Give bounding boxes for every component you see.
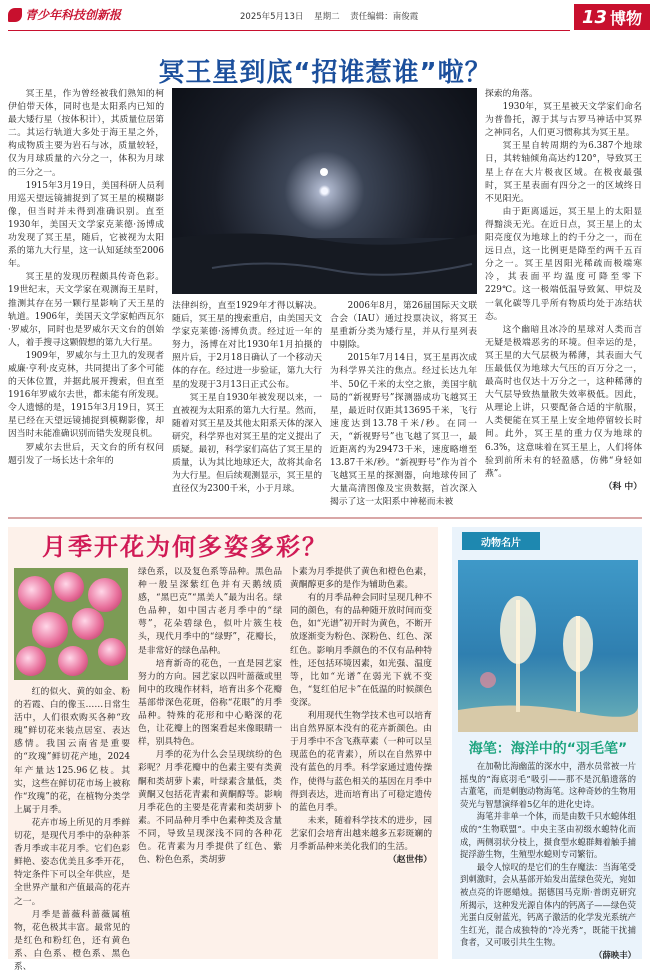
sea-pen-photo — [458, 560, 638, 732]
paragraph: 冥王星自转周期约为6.387个地球日，其转轴倾角高达约120°，导致冥王星上存在大片极夜区域。在极夜最强时，冥王星表面有四分之一的区域终日不见阳光。 — [485, 141, 642, 204]
paragraph: 1915年3月19日，美国科研人员利用巡天望远镜捕捉到了冥王星的模糊影像，但当时并未得到准确识别。直至1930年，美国天文学家克莱德·汤博成功发现了冥王星，随后，它被视为太阳系的第九大行星，这一认知延续至2006年。 — [8, 180, 164, 270]
article2-title: 月季开花为何多姿多彩？ — [42, 533, 328, 561]
paragraph: 绿色系，以及复色系等品种。黑色品种一般呈深紫红色并有天鹅绒质感，“黑巴克”“黑美人”最为出名。绿色品种，如中国古老月季中的“绿萼”，花朵碧绿色，似叶片簇生枝头，现代月季中的“绿野”，花瓣长，是非常好的绿色品种。 — [138, 567, 282, 656]
rose-flower — [32, 612, 68, 648]
sea-pen-left — [500, 596, 536, 712]
article1-title: 冥王星到底“招谁惹谁”啦？ — [158, 58, 492, 88]
paragraph: 这个幽暗且冰冷的星球对人类而言无疑是极端恶劣的环境。但幸运的是，冥王星的大气层极为稀薄，其表面大气压最低仅为地球大气压的百万分之一，最高时也仅达十万分之一，这种稀薄的大气层导致热量散失效率极低。因此，从理论上讲，只要配备合适的宇航服，人类便能在冥王星上安全地停留较长时间。此外，冥王星的重力仅为地球的6.3%，这意味着在冥王星上，人们将体验到前所未有的轻盈感，仿佛“身轻如燕”。 — [485, 324, 642, 479]
rose-flower — [18, 576, 52, 610]
page-section-box — [574, 4, 650, 30]
paragraph: 探索的角落。 — [485, 89, 538, 99]
article2-col3 — [290, 566, 432, 956]
paragraph: 在加勒比海幽蓝的深水中，潜水员常被一片摇曳的“海底羽毛”吸引——那不是沉船遗落的古董笔，而是刺胞动物海笔。这种奇妙的生物用荧光与智慧演绎着5亿年的进化史诗。 — [460, 761, 636, 809]
paragraph: 1930年，冥王星被天文学家们命名为普鲁托，源于其与古罗马神话中冥界之神同名，人们更习惯称其为冥王星。 — [485, 102, 642, 139]
paragraph: 未来，随着科学技术的进步，园艺家们会培育出越来越多五彩斑斓的月季新品种来美化我们的生活。 — [290, 815, 432, 852]
animal-card-tag: 动物名片 — [462, 532, 540, 550]
rose-flower — [88, 578, 122, 612]
paragraph: 月季的花为什么会呈现缤纷的色彩呢？月季花瓣中的色素主要有类黄酮和类胡萝卜素，叶绿素含量低，类黄酮又包括花青素和黄酮醇等。影响月季花色的主要是花青素和类胡萝卜素。不同品种月季中色素种类及含量不同，导致呈现深浅不同的各种花色。花青素为月季提供了红色、紫色、粉色色系，类胡萝 — [138, 750, 282, 866]
article3-body — [460, 760, 636, 960]
paragraph: 冥王星，作为曾经被我们熟知的柯伊伯带天体，同时也是太阳系内已知的最大矮行星（按体积计），其质量位居第二。其运行轨道大多处于海王星之外，构成物质主要为岩石与冰，质量较轻，仅为月球质量的六分之一，体积为月球的三分之一。 — [8, 89, 164, 178]
article2-col1 — [14, 686, 130, 972]
article3-title: 海笔：海洋中的“羽毛笔” — [468, 741, 628, 757]
article1-col3 — [330, 300, 477, 508]
seabed — [458, 705, 638, 732]
newspaper-logo — [8, 6, 121, 23]
paragraph: 培育新奇的花色，一直是园艺家努力的方向。园艺家以四叶蔷薇或里间中的玫瑰作材料，培育出多个花瓣基部带深色花斑，俗称“花眼”的月季品种。特殊的花形和中心略深的花色，让花瓣上的图案看起来像眼睛一样，别具特色。 — [138, 658, 282, 748]
paragraph: 1909年，罗威尔与土卫九的发现者威廉·亨利·皮克林，共同提出了多个可能的天体位置，并据此展开搜索，但直至1916年罗威尔去世，都未能有所发现。令人遗憾的是，1915年3月19日，冥王星已经在天望远镜捕捉到模糊影像，却因当时未能准确识别而错失发现良机。 — [8, 350, 164, 440]
issue-weekday: 星期二 — [314, 12, 340, 22]
sea-pen-illustration — [458, 560, 638, 732]
rose-flower — [58, 646, 88, 676]
rose-flower — [72, 608, 104, 640]
page-editor: 责任编辑：南俊霞 — [350, 12, 419, 22]
paragraph: 最令人惊叹的是它们的生存魔法：当海笔受到刺激时，会从基部开始发出蓝绿色荧光，宛如被点亮的许愿蜡烛。据德国马克斯·普朗克研究所揭示，这种发光源自体内的钙离子——绿色荧光蛋白反射蓝光，钙离子激活的化学发光系统产生红光，混合成独特的“冷光秀”，既能干扰捕食者，又可吸引共生生物。 — [460, 861, 636, 948]
paragraph: 由于距离遥远，冥王星上的太阳显得黯淡无光。在近日点，冥王星上的太阳亮度仅为地球上的约千分之一，而在远日点，这一比例更是降至约两千五百分之一。冥王星因阳光稀疏而极端寒冷，其表面平均温度可降至零下229℃。这一极端低温导致氮、甲烷及一氧化碳等几乎所有物质均处于冻结状态。 — [485, 206, 642, 322]
page-header — [0, 0, 650, 34]
section-divider — [8, 517, 642, 519]
moon-over-sea-image — [172, 88, 477, 294]
paragraph: 有的月季品种会同时呈现几种不同的颜色，有的品种随开放时间而变色，如“光谱”初开时为黄色，不断开放逐渐变为粉色、深粉色、红色、深红色。影响月季颜色的不仅有品种特性，还包括环境因素，如光强、温度等，比如“光谱”在弱光下就不变色，“复红伯尼卡”在低温的时候颜色变深。 — [290, 593, 432, 708]
paragraph: 罗威尔去世后，天文台的所有权问题引发了一场长达十余年的 — [8, 442, 164, 466]
dark-shore — [172, 233, 477, 294]
rose-flower — [98, 638, 126, 666]
paragraph: 卜素为月季提供了黄色和橙色色素，黄酮醇更多的是作为辅助色素。 — [290, 567, 432, 591]
coral — [480, 672, 496, 688]
article1-author: （科 中） — [603, 481, 642, 492]
article3-author: （薛映丰） — [594, 949, 636, 960]
article1-col4 — [485, 88, 642, 516]
issue-info — [240, 10, 426, 22]
paragraph: 利用现代生物学技术也可以培育出自然界原本没有的花卉新颜色。由于月季中不含飞燕草素（一种可以呈现蓝色的花青素），所以在自然界中没有蓝色的月季。科学家通过遗传操作，使得与蓝色相关的基因在月季中得到表达，进而培育出了可稳定遗传的蓝色月季。 — [290, 711, 432, 813]
rose-flower — [54, 572, 84, 602]
logo-icon — [8, 8, 22, 22]
article2-col2 — [138, 566, 282, 956]
page-number: 13 — [581, 6, 608, 28]
paragraph: 海笔并非单一个体，而是由数千只水螅体组成的“生物联盟”。中央主茎由初级水螅特化而成，两侧羽状分枝上，摄食型水螅群舞着触手捕捉浮游生物，生殖型水螅则专司繁衍。 — [460, 811, 636, 860]
paragraph: 花卉市场上所见的月季鲜切花，是现代月季中的杂种茶香月季或丰花月季。它们色彩鲜艳、姿态优美且多季开花，特定条件下可以全年供应，是全世界产量和产值最高的花卉之一。 — [14, 817, 130, 907]
article1-col1 — [8, 88, 164, 508]
header-rule — [8, 30, 570, 31]
article2-author: （赵世伟） — [388, 855, 432, 866]
rose-photo — [14, 568, 128, 680]
paragraph: 冥王星的发现历程颇具传奇色彩。19世纪末，天文学家在观测海王星时，推测其存在另一颗行星影响了天王星的轨道。1906年，美国天文学家帕西瓦尔·罗威尔，同时也是罗威尔天文台的创始人，着手搜寻这颗假想的第九大行星。 — [8, 272, 164, 348]
pluto-glow — [320, 168, 328, 176]
section-name: 博物 — [610, 8, 643, 28]
paragraph: 2015年7月14日，冥王星再次成为科学界关注的焦点。经过长达九年半、50亿千米的太空之旅，美国宇航局的“新视野号”探测器成功飞越冥王星，最近时仅距其13695千米，飞行速度达到13.78千米/秒。在同一天，“新视野号”也飞越了冥卫一，最近距离约为29473千米，速度略增至13.87千米/秒。“新视野号”作为首个飞越冥王星的探测器，向地球传回了大量高清图像及宝贵数据，首次深入揭示了这一太阳系中神秘而未被 — [330, 353, 477, 508]
paragraph: 冥王星自1930年被发现以来，一直被视为太阳系的第九大行星。然而，随着对冥王星及其他太阳系天体的深入研究，科学界也对冥王星的定义提出了质疑。最初，科学家们高估了冥王星的质量，认为其比地球还大，故将其命名为大行星。但后续观测显示，冥王星的直径仅为2300千米，小于月球。 — [172, 392, 322, 495]
article1-col2 — [172, 300, 322, 508]
paragraph: 红的似火、黄的如金、粉的若霞、白的像玉……日常生活中，人们很欢购买各种“玫瑰”鲜切花来装点居室、表达感情。我国云南省是重要的“玫瑰”鲜切花产地，2024年产量达125.96亿枝。其实，这些在鲜切花市场上被称作“玫瑰”的花，在植物分类学上属于月季。 — [14, 687, 130, 815]
rose-flower — [16, 646, 46, 676]
paragraph: 月季是蔷薇科蔷薇属植物，花色极其丰富。最常见的是红色和粉红色，还有黄色系、白色系、橙色系、黑色系、 — [14, 909, 130, 972]
logo-text: 青少年科技创新报 — [25, 8, 122, 22]
night-sky-photo — [172, 88, 477, 294]
sea-pen-right — [563, 616, 593, 712]
paragraph: 法律纠纷，直至1929年才得以解决。随后，冥王星的搜索重启，由美国天文学家克莱德·汤博负责。经过近一年的努力，汤博在对比1930年1月拍摄的照片后，于2月18日确认了一个移动天体的存在。经过进一步验证，第九大行星的发现于3月13日正式公布。 — [172, 301, 322, 390]
issue-date: 2025年5月13日 — [240, 12, 304, 22]
paragraph: 2006年8月，第26届国际天文联合会（IAU）通过投票决议，将冥王星重新分类为矮行星，并从行星列表中剔除。 — [330, 301, 477, 351]
